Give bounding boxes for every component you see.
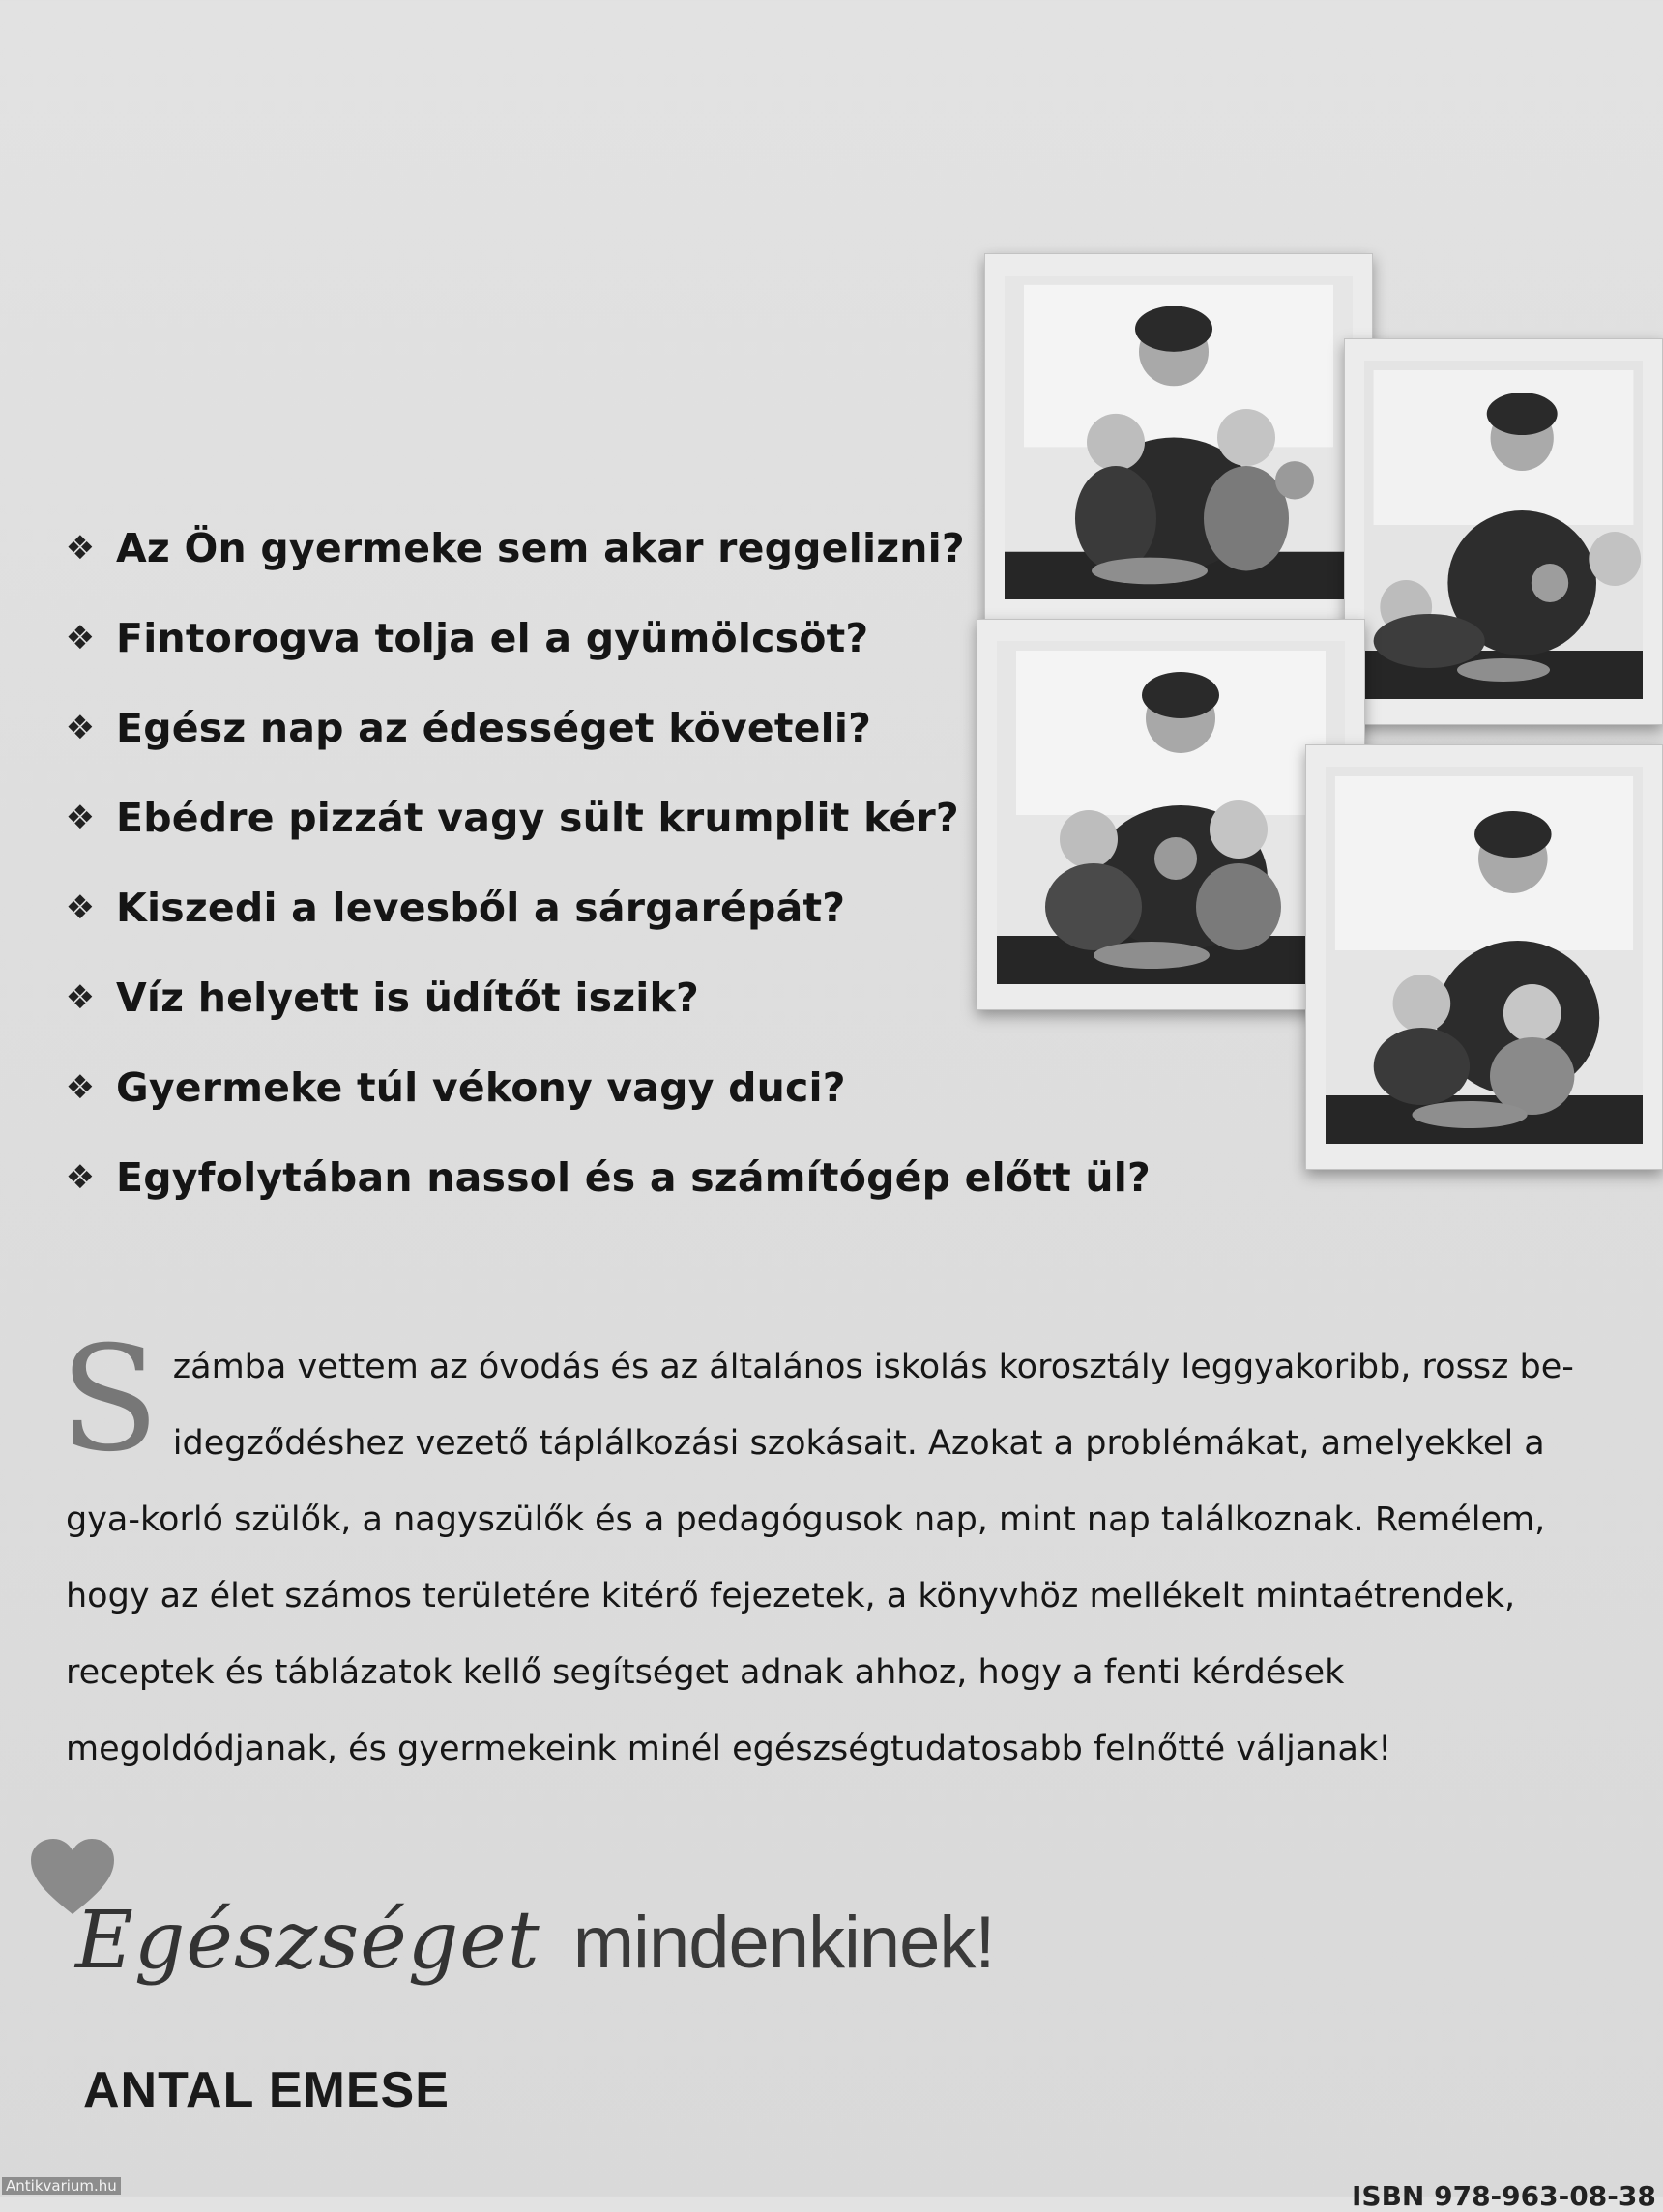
question-list <box>62 503 1203 1222</box>
question-item <box>62 1132 1203 1222</box>
question-item <box>62 1042 1203 1132</box>
question-item <box>62 503 1203 593</box>
isbn: ISBN 978-963-08-38 <box>1352 2180 1656 2212</box>
intro-dropcap: S <box>60 1316 160 1484</box>
photo-family-2-image <box>1364 361 1643 699</box>
diamond-bullet-icon: ❖ <box>65 798 96 837</box>
question-item <box>62 862 1203 952</box>
question-text: Ebédre pizzát vagy sült krumplit kér? <box>116 794 959 841</box>
question-text: Fintorogva tolja el a gyümölcsöt? <box>116 614 869 661</box>
photo-family-4 <box>1305 744 1663 1170</box>
tagline-plain: mindenkinek! <box>572 1902 995 1984</box>
diamond-bullet-icon: ❖ <box>65 528 96 568</box>
photo-family-4-image <box>1326 767 1643 1144</box>
tagline-script: Egészséget <box>75 1895 540 1987</box>
question-text: Gyermeke túl vékony vagy duci? <box>116 1063 846 1111</box>
diamond-bullet-icon: ❖ <box>65 1067 96 1107</box>
tagline <box>75 1895 995 1987</box>
diamond-bullet-icon: ❖ <box>65 708 96 747</box>
photo-family-2 <box>1344 338 1663 725</box>
question-item <box>62 683 1203 772</box>
diamond-bullet-icon: ❖ <box>65 888 96 927</box>
diamond-bullet-icon: ❖ <box>65 1157 96 1197</box>
question-item <box>62 593 1203 683</box>
question-text: Az Ön gyermeke sem akar reggelizni? <box>116 524 965 571</box>
diamond-bullet-icon: ❖ <box>65 618 96 657</box>
diamond-bullet-icon: ❖ <box>65 977 96 1017</box>
question-text: Víz helyett is üdítőt iszik? <box>116 974 699 1021</box>
intro-text: zámba vettem az óvodás és az általános iskolás korosztály leggyakoribb, rossz be-idegződéshez vezető táplálkozási szokásait. Azokat a problémákat, amelyekkel a gya-korló szülők, a nagyszülők és a pedagógusok nap, mint nap találkoznak. Remélem, hogy az élet számos területére kitérő fejezetek, a könyvhöz mellékelt mintaétrendek, receptek és táblázatok kellő segítséget adnak ahhoz, hogy a fenti kérdések megoldódjanak, és gyermekeink minél egészségtudatosabb felnőtté váljanak! <box>66 1348 1574 1768</box>
question-item <box>62 772 1203 862</box>
question-text: Egész nap az édességet követeli? <box>116 704 872 751</box>
watermark: Antikvarium.hu <box>2 2177 121 2195</box>
intro-paragraph <box>60 1316 1584 1788</box>
question-text: Egyfolytában nassol és a számítógép előtt ül? <box>116 1153 1151 1201</box>
author-name: ANTAL EMESE <box>83 2062 450 2118</box>
question-text: Kiszedi a levesből a sárgarépát? <box>116 884 846 931</box>
question-item <box>62 952 1203 1042</box>
